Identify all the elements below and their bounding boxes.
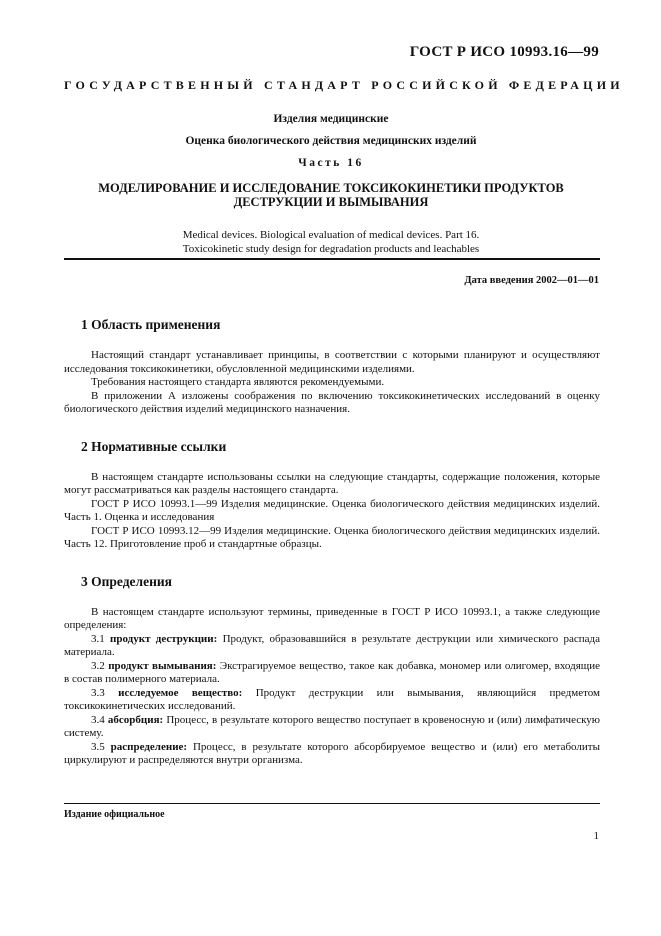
definition-number: 3.2 — [91, 659, 105, 672]
edition-label: Издание официальное — [64, 809, 165, 820]
main-title-line-2: ДЕСТРУКЦИИ И ВЫМЫВАНИЯ — [233, 195, 429, 209]
definition-number: 3.3 — [91, 686, 105, 699]
paragraph: В настоящем стандарте использованы ссылки на следующие стандарты, содержащие положения, которые могут рассматриваться как разделы настоящего стандарта. — [64, 470, 600, 496]
definition-item — [64, 660, 600, 687]
english-title-line-2: Toxicokinetic study design for degradation products and leachables — [182, 243, 480, 255]
header-divider — [64, 258, 600, 260]
section-definitions — [64, 573, 600, 768]
reference-item: ГОСТ Р ИСО 10993.12—99 Изделия медицинские. Оценка биологического действия медицинских изделий. Часть 12. Приготовление проб и стандартные образцы. — [64, 524, 600, 550]
paragraph: В настоящем стандарте используют термины, приведенные в ГОСТ Р ИСО 10993.1, а также следующие определения: — [64, 605, 600, 631]
definition-text: Процесс, в результате которого вещество поступает в кровеносную и (или) лимфатическую систему. — [64, 713, 601, 739]
definition-term: абсорбция: — [107, 713, 164, 726]
definition-term: продукт деструкции: — [110, 632, 218, 645]
main-title — [62, 181, 600, 209]
definition-item — [64, 714, 600, 741]
definition-item — [64, 687, 600, 714]
definition-number: 3.5 — [91, 740, 105, 753]
section-heading: 2 Нормативные ссылки — [81, 438, 227, 454]
definition-text: Экстрагируемое вещество, такое как добавка, мономер или олигомер, входящие в состав полимерного материала. — [64, 659, 601, 685]
definition-term: исследуемое вещество: — [118, 686, 243, 699]
definition-item — [64, 633, 600, 660]
title-line-2: Оценка биологического действия медицинских изделий — [185, 135, 477, 147]
definition-text: Процесс, в результате которого абсорбируемое вещество и (или) его метаболиты циркулируют и распределяются внутри организма. — [64, 740, 600, 766]
definition-text: Продукт, образовавшийся в результате деструкции или химического распада материала. — [64, 632, 601, 658]
paragraph: В приложении А изложены соображения по включению токсикокинетических исследований в оценку биологического действия изделий медицинского назначения. — [64, 389, 600, 415]
title-block — [62, 112, 600, 256]
definition-term: распределение: — [110, 740, 188, 753]
section-normative-references — [64, 438, 600, 552]
page-number: 1 — [593, 830, 599, 842]
footer-divider — [64, 803, 600, 804]
part-label: Часть 16 — [298, 157, 364, 169]
main-title-line-1: МОДЕЛИРОВАНИЕ И ИССЛЕДОВАНИЕ ТОКСИКОКИНЕТИКИ ПРОДУКТОВ — [98, 181, 564, 195]
paragraph: Требования настоящего стандарта являются рекомендуемыми. — [91, 376, 385, 388]
organization-title: ГОСУДАРСТВЕННЫЙ СТАНДАРТ РОССИЙСКОЙ ФЕДЕРАЦИИ — [64, 78, 624, 92]
definition-item — [64, 741, 600, 768]
english-title — [62, 228, 600, 256]
section-heading: 1 Область применения — [81, 317, 221, 332]
definition-term: продукт вымывания: — [108, 659, 217, 672]
section-scope — [64, 316, 600, 417]
english-title-line-1: Medical devices. Biological evaluation of medical devices. Part 16. — [182, 229, 480, 241]
definition-number: 3.4 — [91, 713, 105, 726]
document-number: ГОСТ Р ИСО 10993.16—99 — [409, 44, 599, 60]
paragraph: Настоящий стандарт устанавливает принципы, в соответствии с которыми планируют и осуществляют исследования токсикокинетики, обусловленной медицинскими изделиями. — [64, 349, 600, 375]
reference-item: ГОСТ Р ИСО 10993.1—99 Изделия медицинские. Оценка биологического действия медицинских изделий. Часть 1. Оценка и исследования — [64, 497, 600, 523]
document-body — [64, 316, 600, 768]
definition-text: Продукт деструкции или вымывания, являющийся предметом токсикокинетических исследований. — [64, 686, 601, 712]
section-heading: 3 Определения — [81, 573, 172, 589]
title-line-1: Изделия медицинские — [273, 113, 389, 125]
definition-number: 3.1 — [91, 632, 105, 645]
introduction-date: Дата введения 2002—01—01 — [464, 275, 599, 286]
